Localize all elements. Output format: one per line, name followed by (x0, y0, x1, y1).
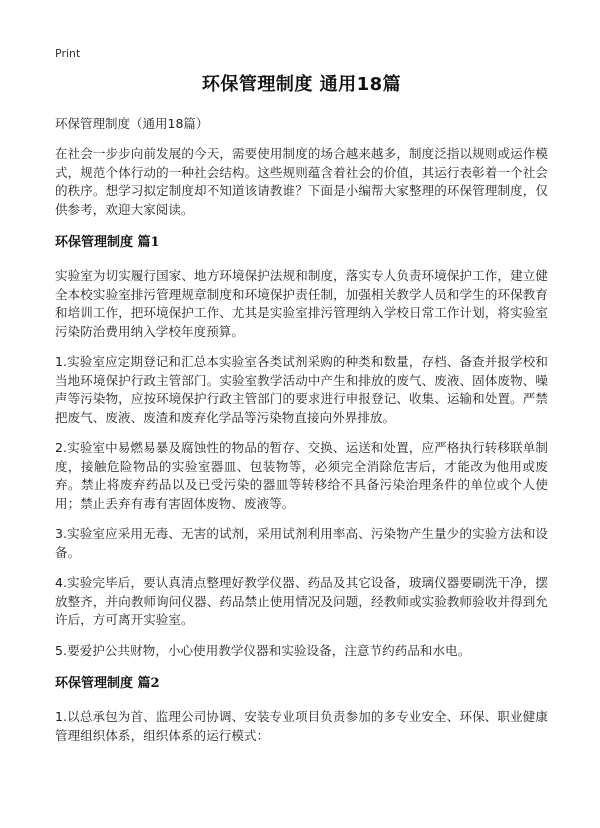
print-link[interactable]: Print (55, 47, 81, 60)
section-heading-2: 环保管理制度 篇2 (55, 676, 160, 691)
document-title: 环保管理制度 通用18篇 (201, 74, 402, 95)
section-1-item-3: 3.实验室应采用无毒、无害的试剂，采用试剂利用率高、污染物产生量少的实验方法和设备。 (55, 526, 548, 560)
intro-paragraph: 在社会一步步向前发展的今天，需要使用制度的场合越来越多，制度泛指以规则或运作模式，规范个体行动的一种社会结构。这些规则蕴含着社会的价值，其运行表彰着一个社会的秩序。想学习拟定制度却不知道该请教谁？下面是小编帮大家整理的环保管理制度，仅供参考，欢迎大家阅读。 (55, 146, 548, 217)
section-1-item-1: 1.实验室应定期登记和汇总本实验室各类试剂采购的种类和数量，存档、备查并报学校和当地环境保护行政主管部门。实验室教学活动中产生和排放的废气、废液、固体废物、噪声等污染物，应按环境保护行政主管部门的要求进行申报登记、收集、运输和处置。严禁把废气、废液、废渣和废弃化学品等污染物直接向外界排放。 (55, 354, 548, 425)
document-body (55, 72, 548, 757)
section-2-item-1: 1.以总承包为首、监理公司协调、安装专业项目负责参加的多专业安全、环保、职业健康管理组织体系，组织体系的运行模式： (55, 709, 548, 743)
section-heading-1: 环保管理制度 篇1 (55, 235, 160, 250)
section-1-paragraph: 实验室为切实履行国家、地方环境保护法规和制度，落实专人负责环境保护工作，建立健全本校实验室排污管理规章制度和环境保护责任制，加强相关教学人员和学生的环保教育和培训工作，把环境保护工作、尤其是实验室排污管理纳入学校日常工作计划，将实验室污染防治费用纳入学校年度预算。 (55, 268, 548, 339)
section-1-item-2: 2.实验室中易燃易暴及腐蚀性的物品的暂存、交换、运送和处置，应严格执行转移联单制度，接触危险物品的实验室器皿、包装物等，必须完全消除危害后，才能改为他用或废弃。禁止将废弃药品以及已受污染的器皿等转移给不具备污染治理条件的单位或个人使用；禁止丢弃有毒有害固体废物、废液等。 (55, 440, 548, 511)
section-1-item-4: 4.实验完毕后，要认真清点整理好教学仪器、药品及其它设备，玻璃仪器要刷洗干净，摆放整齐，并向教师询问仪器、药品禁止使用情况及问题，经教师或实验教师验收并得到允许后，方可离开实验室。 (55, 575, 548, 627)
document-subtitle: 环保管理制度（通用18篇） (55, 116, 209, 131)
section-1-item-5: 5.要爱护公共财物，小心使用教学仪器和实验设备，注意节约药品和水电。 (55, 642, 471, 658)
